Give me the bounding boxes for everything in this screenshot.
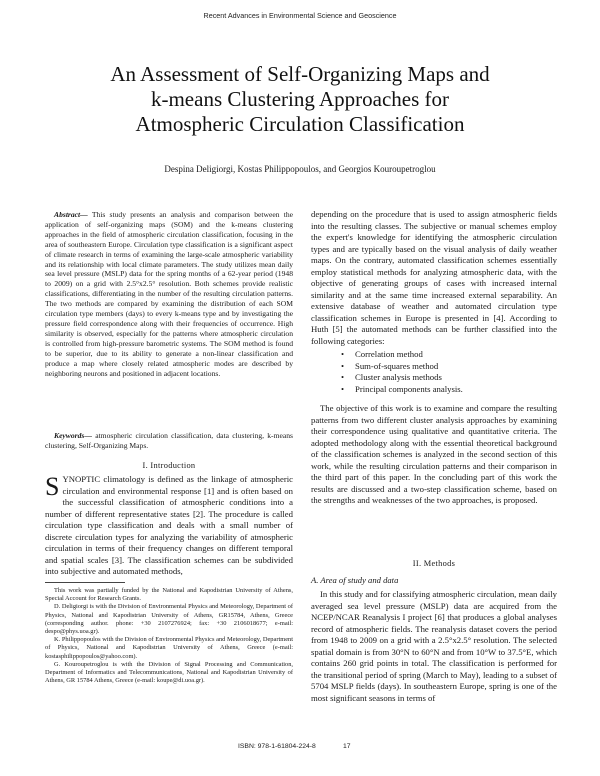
keywords: Keywords— atmospheric circulation classification, data clustering, k-means clustering, Self-Organizing Maps. — [45, 431, 293, 450]
footer-isbn: ISBN: 978-1-61804-224-8 — [238, 743, 316, 750]
methods-overview-text: depending on the procedure that is used to assign atmospheric fields into the resulting classes. The subjective or manual schemes employ the expert's knowledge for identifying the atmospheric circulation types and are typically based on the visual analysis of daily weather maps. On the contrary, automated classification schemes essentially employ statistical methods for analyzing atmospheric data, with the objective of generating groups of cases with increased internal similarity and at the same time increased external separability. An extensive database of weather and automated circulation type classification schemes in Europe is presented in [4]. According to Huth [5] the automated methods can be further classified into the following categories: — [311, 209, 557, 346]
footnote-author-2: K. Philippopoulos with the Division of Environmental Physics and Meteorology, Department of Physics, National and Kapodistrian University of Athens, Greece (e-mail: kostasphilippopoulos@yahoo.com). — [45, 636, 293, 660]
keywords-text: atmospheric circulation classification, data clustering, k-means clustering, Self-Organizing Maps. — [45, 431, 293, 450]
footnote-author-1: D. Deligiorgi is with the Division of Environmental Physics and Meteorology, Department of Physics, National and Kapodistrian University of Athens, GR15784, Athens, Greece (corresponding author. phone: +30 2107276924; fax: +30 2106018677; e-mail: despo@phys.uoa.gr). — [45, 603, 293, 636]
footnote-rule — [45, 582, 125, 583]
title-line-3: Atmospheric Circulation Classification — [135, 112, 465, 136]
introduction-body: YNOPTIC climatology is defined as the linkage of atmospheric circulation and environmental response [1] and is often based on the successful classification of atmospheric conditions into a number of different representative states [2]. The procedure is called circulation type classification and deals with a small number of discrete circulation types for analyzing the variability of atmospheric circulation in terms of their frequency changes on different temporal and spatial scales [3]. The classification schemes can be subdivided into subjective and automated methods, — [45, 474, 293, 576]
keywords-label: Keywords — [54, 431, 85, 440]
running-header: Recent Advances in Environmental Science and Geoscience — [203, 11, 397, 20]
section-heading-methods: II. Methods — [412, 559, 456, 568]
author-list: Despina Deligiorgi, Kostas Philippopoulos, and Georgios Kouroupetroglou — [164, 164, 436, 174]
methods-body: In this study and for classifying atmospheric circulation, mean daily averaged sea level pressure (MSLP) data are acquired from the NCEP/NCAR Reanalysis I project [6] that produces a global analyses record of atmospheric fields. The reanalysis dataset covers the period from 1948 to 2009 on a grid with a 2.5°x2.5° resolution. The selected spatial domain is from 30°N to 60°N and from 10°W to 37.5°E, which contains 260 grid points in total. The classification is performed for the transitional period of spring (March to May), leading to a subset of 5704 MSLP fields (days). In southeastern Europe, spring is one of the most significant seasons in terms of — [311, 589, 557, 703]
category-item: • Principal components analysis. — [355, 384, 557, 396]
paper-title — [40, 62, 560, 137]
abstract: Abstract— This study presents an analysis and comparison between the application of self-organizing maps (SOM) and the k-means clustering approaches in the field of atmospheric circulation classification, focusing in the area of southeastern Europe. Circulation type classification is a significant aspect of climate research in terms of examining the large-scale atmospheric variability and its relationship with local climate parameters. The study utilizes mean daily sea level pressure (MSLP) data for the spring months of a 62-year period (1948 to 2009) on a grid with 2.5°x2.5° resolution. Both schemes provide realistic classifications, differentiating in the number of the resulting circulation patterns. The two methods are compared by examining the distribution of each SOM circulation type members (days) to every k-means type and by investigating the pressure field correspondence along with their frequencies of occurrence. High similarity is observed, especially for the patterns where atmospheric circulation is controlled from high-pressure barometric systems. The SOM method is found to be superior, due to its ability to generate a non-linear classification and produce a map where closely related atmospheric modes are described by neighboring neurons and positioned in adjacent locations. — [45, 210, 293, 378]
subsection-heading-area: A. Area of study and data — [311, 575, 399, 585]
title-line-1: An Assessment of Self-Organizing Maps and — [110, 62, 490, 86]
category-item: • Correlation method — [355, 349, 557, 361]
category-item: • Sum-of-squares method — [355, 361, 557, 373]
title-line-2: k-means Clustering Approaches for — [150, 87, 449, 111]
right-paragraph-1 — [311, 209, 557, 507]
page-number: 17 — [343, 743, 351, 750]
categories-list — [311, 349, 557, 395]
abstract-text: This study presents an analysis and comparison between the application of self-organizing maps (SOM) and the k-means clustering approaches in the field of atmospheric circulation classification, focusing in the area of southeastern Europe. Circulation type classification is a significant aspect of climate research in terms of examining the large-scale atmospheric variability and its relationship with local climate parameters. The study utilizes mean daily sea level pressure (MSLP) data for the spring months of a 62-year period (1948 to 2009) on a grid with 2.5°x2.5° resolution. Both schemes provide realistic classifications, differentiating in the number of the resulting circulation patterns. The two methods are compared by examining the distribution of each SOM circulation type members (days) to every k-means type and by investigating the pressure field correspondence along with their frequencies of occurrence. High similarity is observed, especially for the patterns where atmospheric circulation is controlled from high-pressure barometric systems. The SOM method is found to be superior, due to its ability to generate a non-linear classification and produce a map where closely related atmospheric modes are described by neighboring neurons and positioned in adjacent locations. — [45, 210, 293, 378]
objective-text: The objective of this work is to examine and compare the resulting patterns from two different cluster analysis approaches by examining their correspondence using qualitative and quantitative criteria. The adopted methodology along with the essential theoretical background of the classification schemes is analyzed in the second section of this work, while the resulting circulation patterns and their comparison in the third part of this paper. In the concluding part of this work the results are discussed and a two-step classification scheme, based on the strengths and weaknesses of the two approaches, is proposed. — [311, 403, 557, 505]
introduction-text — [45, 474, 293, 578]
abstract-label: Abstract — [54, 210, 81, 219]
methods-text — [311, 589, 557, 704]
category-item: • Cluster analysis methods — [355, 372, 557, 384]
footnote-funding: This work was partially funded by the National and Kapodistrian University of Athens, Special Account for Research Grants. — [45, 587, 293, 603]
footnote-author-3: G. Kouroupetroglou is with the Division of Signal Processing and Communication, Department of Informatics and Telecommunications, National and Kapodistrian University of Athens, GR 15784 Athens, Greece (e-mail: koupe@di.uoa.gr). — [45, 660, 293, 685]
section-heading-introduction: I. Introduction — [142, 461, 196, 470]
dropcap-letter: S — [45, 472, 60, 501]
footnotes — [45, 587, 293, 685]
